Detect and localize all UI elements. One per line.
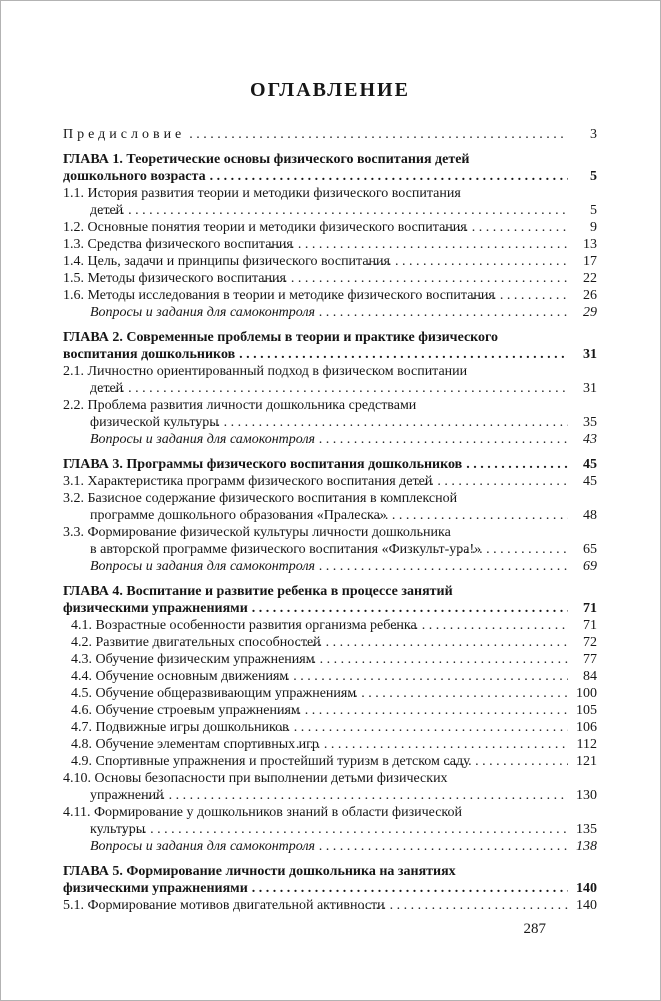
toc-entry-label-wrap: [63, 770, 568, 804]
toc-entry: [63, 651, 597, 668]
toc-entry-page: 72: [583, 635, 597, 650]
toc-entry: [63, 270, 597, 287]
toc-entry: [63, 253, 597, 270]
toc-entry-label-wrap: [71, 634, 568, 651]
toc-entry: [63, 838, 597, 855]
toc-entry-page: 71: [583, 601, 597, 616]
toc-entry-page: 31: [583, 381, 597, 396]
toc-entry: [63, 702, 597, 719]
toc-entry-page: 17: [583, 254, 597, 269]
toc-entry-label: Вопросы и задания для самоконтроля: [90, 432, 316, 447]
toc-entry: [63, 185, 597, 219]
toc-entry-label: 3.1. Характеристика программ физического воспитания детей: [63, 474, 433, 489]
toc-entry-label-wrap: [63, 863, 568, 897]
toc-entry-page: 138: [576, 839, 597, 854]
toc-entry-label: 4.3. Обучение физическим упражнениям: [71, 652, 315, 667]
toc-entry-label: 4.2. Развитие двигательных способностей: [71, 635, 321, 650]
toc-entry-label-wrap: [71, 736, 568, 753]
toc-entry-page: 112: [576, 737, 597, 752]
toc-entry-label-wrap: [90, 304, 568, 321]
toc-entry-label-wrap: [63, 236, 568, 253]
toc-entry-label-wrap: [63, 583, 568, 617]
toc-entry-page: 9: [590, 220, 597, 235]
toc-entry: [63, 685, 597, 702]
toc-entry-label-wrap: [63, 490, 568, 524]
toc-entry-label: Вопросы и задания для самоконтроля: [90, 839, 316, 854]
toc-entry-label: 4.11. Формирование у дошкольников знаний в области физической культуры: [63, 805, 462, 837]
toc-entry-label: Вопросы и задания для самоконтроля: [90, 559, 316, 574]
toc-entry: [63, 363, 597, 397]
toc-entry-page: 13: [583, 237, 597, 252]
toc-entry: [63, 397, 597, 431]
toc-entry: [63, 329, 597, 363]
toc-entry: [63, 304, 597, 321]
toc-entry-label-wrap: [63, 363, 568, 397]
toc-entry-page: 69: [583, 559, 597, 574]
toc-entry-label-wrap: [63, 219, 568, 236]
toc-entry-page: 22: [583, 271, 597, 286]
toc-entry: [63, 634, 597, 651]
toc-entry-label: 4.10. Основы безопасности при выполнении детьми физических упражнений: [63, 771, 448, 803]
toc-entry-page: 140: [576, 898, 597, 913]
toc-entry-page: 100: [576, 686, 597, 701]
toc-entry-label-wrap: [71, 668, 568, 685]
toc-entry-page: 121: [576, 754, 597, 769]
toc-entry: [63, 456, 597, 473]
toc-entry-page: 77: [583, 652, 597, 667]
toc-entry: [63, 668, 597, 685]
toc-entry: [63, 897, 597, 914]
toc-entry-label: 1.3. Средства физического воспитания: [63, 237, 293, 252]
page-number: 287: [523, 921, 546, 937]
toc-entry-label-wrap: [63, 270, 568, 287]
toc-entry-label: 3.3. Формирование физической культуры личности дошкольника в авторской программе физического воспитания «Физкульт-ура!»: [63, 525, 482, 557]
toc-entry: [63, 863, 597, 897]
toc-entry-page: 71: [583, 618, 597, 633]
toc-entry-label-wrap: [71, 685, 568, 702]
toc-entry: [63, 524, 597, 558]
toc-entry-label: 1.4. Цель, задачи и принципы физического воспитания: [63, 254, 390, 269]
toc-entry-label-wrap: [63, 524, 568, 558]
toc-entry-page: 5: [590, 203, 597, 218]
toc-entry: [63, 473, 597, 490]
toc-entry-page: 130: [576, 788, 597, 803]
toc-entry-label-wrap: [90, 431, 568, 448]
toc-entry-label-wrap: [63, 473, 568, 490]
toc-entry-label: 1.5. Методы физического воспитания: [63, 271, 286, 286]
toc-entry: [63, 719, 597, 736]
toc-entry: [63, 558, 597, 575]
toc-entry-label: 4.6. Обучение строевым упражнениям: [71, 703, 300, 718]
toc-entry-label-wrap: [63, 456, 568, 473]
toc-entry-label: 1.1. История развития теории и методики физического воспитания детей: [63, 186, 461, 218]
toc-entry-label: 2.1. Личностно ориентированный подход в физическом воспитании детей: [63, 364, 468, 396]
toc-entry-page: 3: [590, 127, 597, 142]
toc-entry-page: 31: [583, 347, 597, 362]
toc-entry: [63, 151, 597, 185]
toc-entry: [63, 804, 597, 838]
toc-entry-label: 4.8. Обучение элементам спортивных игр: [71, 737, 319, 752]
toc-entry-label-wrap: [63, 397, 568, 431]
toc-entry-label: 4.5. Обучение общеразвивающим упражнениям: [71, 686, 357, 701]
toc-entry: [63, 583, 597, 617]
toc-entry-label: 4.1. Возрастные особенности развития организма ребенка: [71, 618, 417, 633]
toc-entry: [63, 236, 597, 253]
toc-entry-label: Вопросы и задания для самоконтроля: [90, 305, 316, 320]
toc-entry: [63, 287, 597, 304]
toc-entry-label: ГЛАВА 3. Программы физического воспитания дошкольников: [63, 457, 463, 472]
toc-entry-page: 84: [583, 669, 597, 684]
toc-entry-label: 5.1. Формирование мотивов двигательной активности: [63, 898, 385, 913]
toc-entry-label-wrap: [63, 151, 568, 185]
toc-entry: [63, 431, 597, 448]
toc-entry-page: 5: [590, 169, 597, 184]
toc-entry: [63, 219, 597, 236]
toc-entry-label-wrap: [63, 804, 568, 838]
toc-entry: [63, 770, 597, 804]
toc-entry-page: 105: [576, 703, 597, 718]
toc-entry: [63, 490, 597, 524]
toc-entry-page: 140: [576, 881, 597, 896]
toc-entry: [63, 753, 597, 770]
toc-entry-label: ГЛАВА 1. Теоретические основы физического воспитания детей дошкольного возраста: [63, 152, 470, 184]
toc-entry-page: 106: [576, 720, 597, 735]
toc-entry-label-wrap: [63, 253, 568, 270]
toc-entry-label: 4.7. Подвижные игры дошкольников: [71, 720, 289, 735]
toc-entry: [63, 617, 597, 634]
toc-entry-label: ГЛАВА 5. Формирование личности дошкольника на занятиях физическими упражнениями: [63, 864, 456, 896]
toc-entry-label-wrap: [63, 126, 568, 143]
toc-entry-label: ГЛАВА 4. Воспитание и развитие ребенка в процессе занятий физическими упражнениями: [63, 584, 453, 616]
toc-entry-label-wrap: [71, 651, 568, 668]
toc-entry-label: 1.2. Основные понятия теории и методики физического воспитания: [63, 220, 467, 235]
toc-entry-label-wrap: [63, 329, 568, 363]
toc-entry-label: 1.6. Методы исследования в теории и методике физического воспитания: [63, 288, 495, 303]
toc-entry-label-wrap: [71, 617, 568, 634]
toc-entry-label-wrap: [71, 753, 568, 770]
toc-entry-label-wrap: [90, 558, 568, 575]
toc-entry: [63, 126, 597, 143]
toc-list: [63, 126, 597, 914]
toc-entry-label-wrap: [71, 719, 568, 736]
toc-entry-label: Предисловие: [63, 127, 186, 142]
toc-entry-page: 65: [583, 542, 597, 557]
page-title: ОГЛАВЛЕНИЕ: [250, 79, 410, 101]
toc-entry-page: 48: [583, 508, 597, 523]
toc-entry-label-wrap: [63, 287, 568, 304]
toc-entry-label: 3.2. Базисное содержание физического воспитания в комплексной программе дошкольного образования «Пралеска»: [63, 491, 458, 523]
toc-entry-label-wrap: [63, 897, 568, 914]
toc-entry-label: 2.2. Проблема развития личности дошкольника средствами физической культуры: [63, 398, 417, 430]
toc-entry-page: 35: [583, 415, 597, 430]
toc-entry-label-wrap: [71, 702, 568, 719]
toc-entry-label: 4.9. Спортивные упражнения и простейший туризм в детском саду: [71, 754, 471, 769]
toc-entry-label-wrap: [90, 838, 568, 855]
toc-entry-page: 43: [583, 432, 597, 447]
toc-entry-label: ГЛАВА 2. Современные проблемы в теории и практике физического воспитания дошкольников: [63, 330, 499, 362]
toc-entry-label: 4.4. Обучение основным движениям: [71, 669, 289, 684]
toc-entry-page: 45: [583, 457, 597, 472]
toc-entry-page: 26: [583, 288, 597, 303]
toc-entry-label-wrap: [63, 185, 568, 219]
toc-entry-page: 29: [583, 305, 597, 320]
toc-entry: [63, 736, 597, 753]
toc-entry-page: 135: [576, 822, 597, 837]
toc-entry-page: 45: [583, 474, 597, 489]
